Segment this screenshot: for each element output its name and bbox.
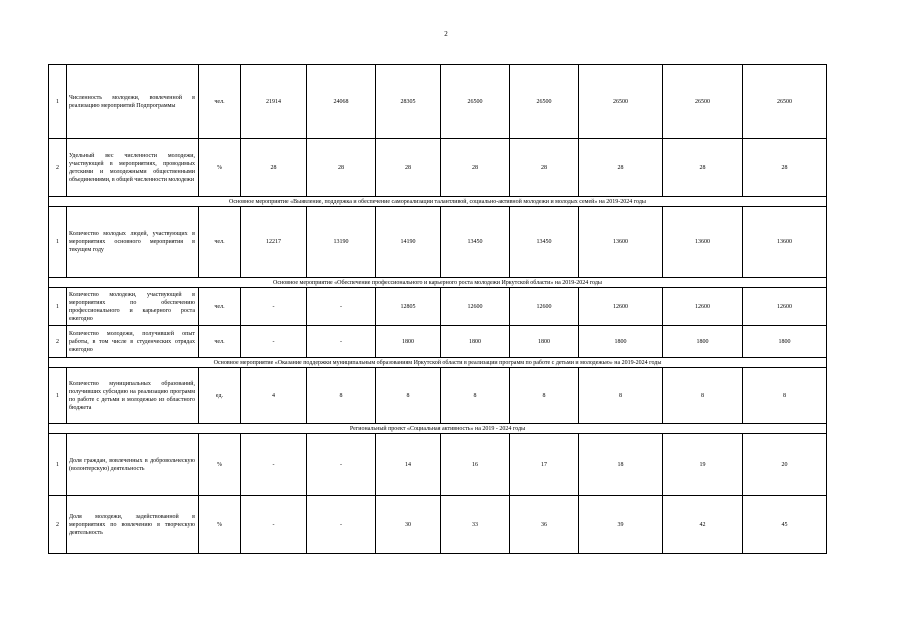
value-cell: 1800 [579,326,663,358]
value-cell: 28305 [376,65,441,139]
table-row [49,326,827,358]
value-cell: 12217 [241,207,307,278]
section-row [49,358,827,368]
value-cell: 28 [376,139,441,197]
value-cell: 12600 [663,288,743,326]
value-cell: 8 [579,368,663,424]
unit-cell: чел. [199,326,241,358]
value-cell: 8 [376,368,441,424]
indicator-name: Количество молодежи, участвующей в мероприятиях по обеспечению профессионального и карьерного роста ежегодно [67,288,199,326]
page-number: 2 [444,30,448,38]
value-cell: 8 [663,368,743,424]
row-number: 2 [49,496,67,554]
row-number: 2 [49,139,67,197]
indicator-name: Удельный вес численности молодежи, участвующей в мероприятиях, проводимых детскими и молодежными общественными объединениями, в общей численности молодежи [67,139,199,197]
row-number: 2 [49,326,67,358]
row-number: 1 [49,65,67,139]
value-cell: 13450 [441,207,510,278]
section-row [49,197,827,207]
value-cell: 8 [307,368,376,424]
value-cell: 17 [510,434,579,496]
value-cell: 28 [510,139,579,197]
value-cell: 28 [307,139,376,197]
value-cell: 1800 [663,326,743,358]
row-number: 1 [49,368,67,424]
value-cell: 13600 [743,207,827,278]
value-cell: 26500 [441,65,510,139]
value-cell: 14190 [376,207,441,278]
table-row [49,288,827,326]
value-cell: 12600 [743,288,827,326]
value-cell: 13600 [663,207,743,278]
table-row [49,434,827,496]
value-cell: 1800 [441,326,510,358]
indicator-name: Количество молодежи, получившей опыт работы, в том числе в студенческих отрядах ежегодно [67,326,199,358]
value-cell: 1800 [510,326,579,358]
value-cell: 8 [743,368,827,424]
table-row [49,207,827,278]
section-title: Основное мероприятие «Оказание поддержки муниципальным образованиям Иркутской области в реализации программ по работе с детьми и молодежью» на 2019-2024 годы [49,358,827,368]
value-cell: 16 [441,434,510,496]
unit-cell: % [199,496,241,554]
unit-cell: чел. [199,207,241,278]
value-cell: 8 [510,368,579,424]
value-cell: 26500 [579,65,663,139]
value-cell: 26500 [743,65,827,139]
value-cell: 13190 [307,207,376,278]
value-cell: 33 [441,496,510,554]
value-cell: 14 [376,434,441,496]
value-cell: - [241,288,307,326]
table-row [49,65,827,139]
value-cell: 28 [441,139,510,197]
value-cell: 28 [663,139,743,197]
value-cell: 26500 [510,65,579,139]
indicator-name: Количество молодых людей, участвующих в мероприятиях основного мероприятия в текущем году [67,207,199,278]
table-row [49,496,827,554]
value-cell: 19 [663,434,743,496]
value-cell: - [307,434,376,496]
value-cell: 45 [743,496,827,554]
indicator-name: Доля молодежи, задействованной в мероприятиях по вовлечению в творческую деятельность [67,496,199,554]
value-cell: 13600 [579,207,663,278]
value-cell: 28 [579,139,663,197]
row-number: 1 [49,288,67,326]
value-cell: 12600 [441,288,510,326]
value-cell: - [241,326,307,358]
value-cell: 24068 [307,65,376,139]
value-cell: 21914 [241,65,307,139]
indicator-name: Численность молодежи, вовлеченной в реализацию мероприятий Подпрограммы [67,65,199,139]
value-cell: 12600 [510,288,579,326]
unit-cell: % [199,139,241,197]
section-row [49,278,827,288]
value-cell: 18 [579,434,663,496]
row-number: 1 [49,207,67,278]
indicator-name: Доля граждан, вовлеченных в добровольческую (волонтерскую) деятельность [67,434,199,496]
value-cell: 36 [510,496,579,554]
section-row [49,424,827,434]
value-cell: - [241,496,307,554]
table-body [49,65,827,554]
value-cell: 1800 [743,326,827,358]
table-row [49,368,827,424]
section-title: Основное мероприятие «Обеспечение профессионального и карьерного роста молодежи Иркутской области» на 2019-2024 годы [49,278,827,288]
value-cell: 8 [441,368,510,424]
unit-cell: чел. [199,65,241,139]
value-cell: - [241,434,307,496]
value-cell: 20 [743,434,827,496]
value-cell: - [307,326,376,358]
value-cell: 28 [743,139,827,197]
value-cell: 30 [376,496,441,554]
table-row [49,139,827,197]
value-cell: 39 [579,496,663,554]
value-cell: 12600 [579,288,663,326]
value-cell: 26500 [663,65,743,139]
unit-cell: % [199,434,241,496]
value-cell: - [307,288,376,326]
value-cell: 4 [241,368,307,424]
value-cell: - [307,496,376,554]
indicators-table [48,64,827,554]
value-cell: 12805 [376,288,441,326]
unit-cell: ед. [199,368,241,424]
value-cell: 1800 [376,326,441,358]
section-title: Основное мероприятие «Выявление, поддержка и обеспечение самореализации талантливой, социально-активной молодежи и молодых семей» на 2019-2024 годы [49,197,827,207]
value-cell: 28 [241,139,307,197]
indicator-name: Количество муниципальных образований, получивших субсидию на реализацию программ по работе с детьми и молодежью из областного бюджета [67,368,199,424]
row-number: 1 [49,434,67,496]
value-cell: 42 [663,496,743,554]
value-cell: 13450 [510,207,579,278]
section-title: Региональный проект «Социальная активность» на 2019 - 2024 годы [49,424,827,434]
unit-cell: чел. [199,288,241,326]
